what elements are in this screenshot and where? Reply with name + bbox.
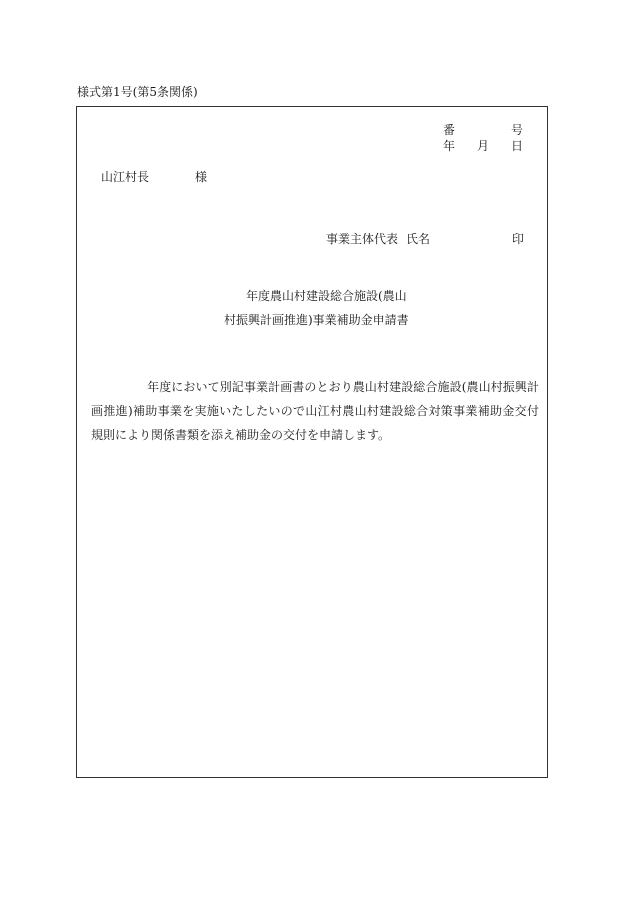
body-text: 年度において別記事業計画書のとおり農山村建設総合施設(農山村振興計画推進)補助事業を実施いたしたいので山江村農山村建設総合対策事業補助金交付規則により関係書類を添え補助金の交付を申請します。 [91,380,539,442]
number-label: 番 [443,123,456,137]
form-number-label: 様式第1号(第5条関係) [77,85,198,99]
addressee-name: 山江村長 [101,170,150,184]
document-title-line1: 年度農山村建設総合施設(農山 [246,289,407,303]
document-number-row [443,124,523,136]
month-label: 月 [476,139,489,153]
year-label: 年 [443,139,456,153]
date-row [443,140,523,152]
body-paragraph [91,375,539,447]
number-suffix: 号 [510,123,523,137]
document-title-line2: 村振興計画推進)事業補助金申請書 [224,313,409,327]
seal-mark: 印 [512,232,525,246]
applicant-name-label: 氏名 [406,232,431,246]
addressee-honorific: 様 [195,170,208,184]
day-label: 日 [510,139,523,153]
applicant-label: 事業主体代表 [326,232,399,246]
